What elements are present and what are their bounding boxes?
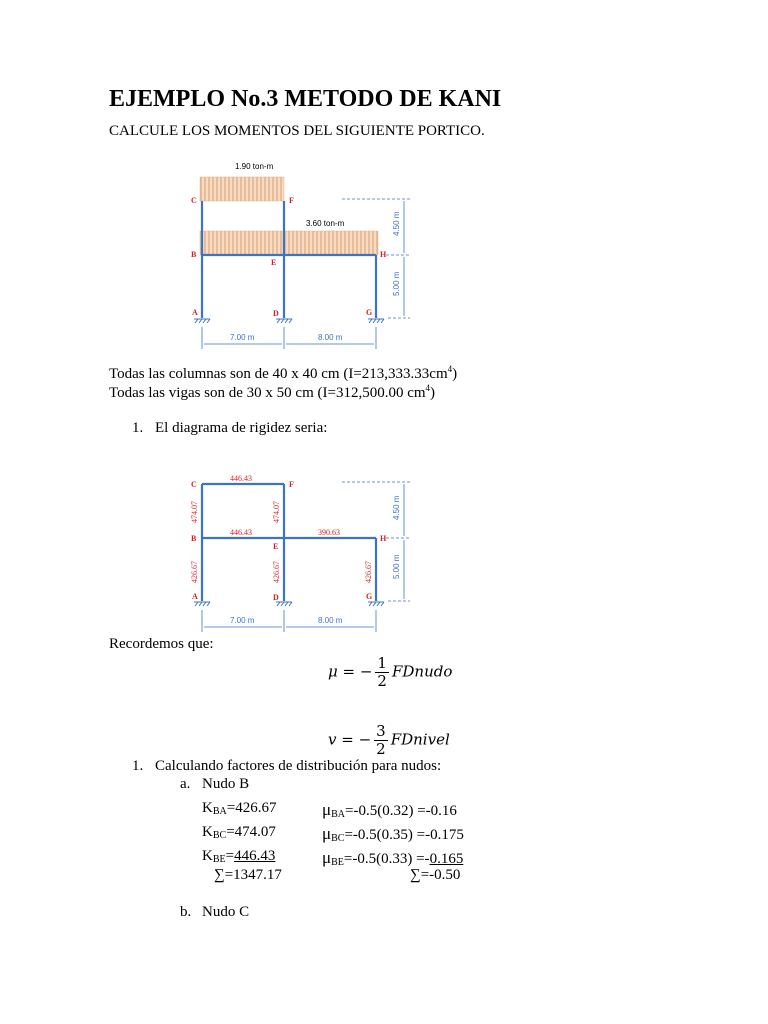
sum-k: ∑=1347.17 (214, 867, 282, 883)
dim-height-upper: 4.50 m (392, 211, 401, 236)
formula-nu: v = − $\frac{3}{2}$ FDnivel (328, 722, 450, 758)
stiffness-cf: 446.43 (230, 474, 252, 483)
stiffness-ab: 426.67 (190, 561, 199, 583)
node-d: D (273, 309, 279, 318)
sub-b-text: Nudo C (202, 904, 250, 920)
load-mid-beam (200, 231, 378, 255)
columns-section-text: Todas las columnas son de 40 x 40 cm $(I=213,333.33cm^4)$ (109, 364, 458, 382)
dim-span-2: 8.00 m (318, 333, 343, 342)
node-a: A (192, 308, 198, 317)
node2-e: E (273, 542, 279, 551)
dim2-span-1: 7.00 m (230, 616, 255, 625)
dim2-lines (202, 482, 410, 632)
node2-b: B (191, 534, 197, 543)
item-2-text: Calculando factores de distribución para nudos: (155, 758, 442, 774)
stiffness-members (202, 484, 376, 601)
sub-a-letter: a. (180, 776, 191, 792)
node2-d: D (273, 593, 279, 602)
dim-height-lower: 5.00 m (392, 271, 401, 296)
node-e: E (271, 258, 277, 267)
page-subtitle: CALCULE LOS MOMENTOS DEL SIGUIENTE PORTICO. (109, 123, 485, 139)
node-f: F (289, 196, 294, 205)
frame-stiffness-diagram (180, 468, 420, 638)
node2-c: C (191, 480, 197, 489)
item-1-number: 1. (132, 420, 144, 436)
stiffness-ef: 474.07 (272, 501, 281, 523)
frame-load-diagram (180, 150, 420, 355)
dim-lines-horizontal (202, 327, 376, 349)
node2-f: F (289, 480, 294, 489)
beams-section-text: Todas las vigas son de 30 x 50 cm (I=312,500.00 $cm^4$) (109, 383, 436, 401)
dim2-height-lower: 5.00 m (392, 554, 401, 579)
mu-be: $\mu_{BE}=-0.5(0.33) =-0.165$ (322, 848, 464, 868)
node-c: C (191, 196, 197, 205)
recordemos-text: Recordemos que: (109, 636, 214, 652)
node-h: H (380, 250, 387, 259)
stiffness-supports (194, 602, 384, 606)
sub-b-letter: b. (180, 904, 192, 920)
stiffness-be: 446.43 (230, 528, 252, 537)
dim2-height-upper: 4.50 m (392, 495, 401, 520)
fixed-supports (194, 319, 384, 323)
node-g: G (366, 308, 373, 317)
k-be: $K_{BE}=446.43$ (202, 848, 276, 865)
k-ba: $K_{BA}=426.67$ (202, 800, 277, 817)
node2-g: G (366, 592, 373, 601)
node2-a: A (192, 592, 198, 601)
load-mid-label: 3.60 ton-m (306, 219, 345, 228)
frame-members (202, 201, 376, 318)
stiffness-de: 426.67 (272, 561, 281, 583)
load-top-label: 1.90 ton-m (235, 162, 274, 171)
item-1-text: El diagrama de rigidez seria: (155, 420, 328, 436)
stiffness-gh: 426.67 (364, 561, 373, 583)
node2-h: H (380, 534, 387, 543)
dim-span-1: 7.00 m (230, 333, 255, 342)
stiffness-bc: 474.07 (190, 501, 199, 523)
stiffness-eh: 390.63 (318, 528, 340, 537)
dim2-span-2: 8.00 m (318, 616, 343, 625)
mu-ba: $\mu_{BA}=-0.5(0.32) =-0.16$ (322, 800, 457, 820)
k-bc: $K_{BC}=474.07$ (202, 824, 276, 841)
load-top-beam (200, 177, 284, 201)
sub-a-text: Nudo B (202, 776, 250, 792)
formula-mu: μ = − $\frac{1}{2}$ FDnudo (328, 654, 453, 690)
sum-mu: ∑=-0.50 (410, 867, 461, 883)
page-title: EJEMPLO No.3 METODO DE KANI (109, 86, 502, 112)
node-b: B (191, 250, 197, 259)
item-2-number: 1. (132, 758, 144, 774)
mu-bc: $\mu_{BC}=-0.5(0.35) =-0.175$ (322, 824, 464, 844)
